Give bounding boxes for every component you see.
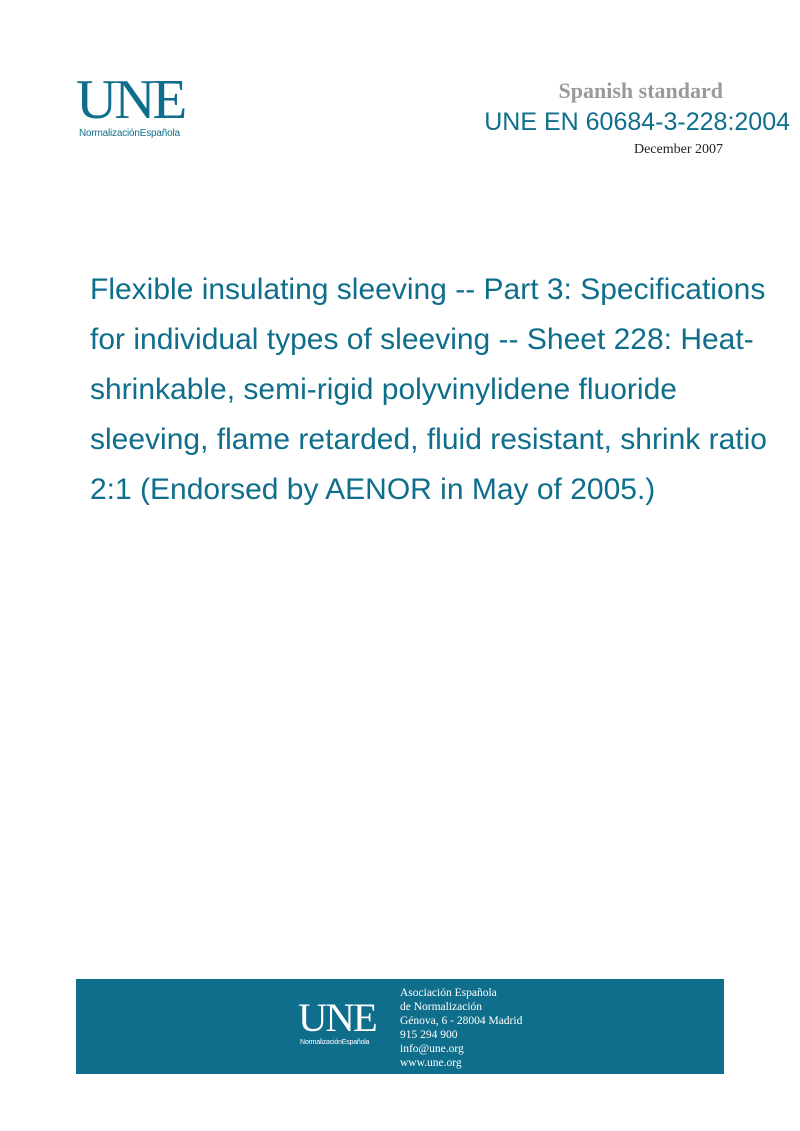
une-logo [76, 69, 196, 139]
document-title: Flexible insulating sleeving -- Part 3: Specifications for individual types of sleeving -- Sheet 228: Heat-shrinkable, semi-rigid polyvinylidene fluoride sleeving, flame retarded, fluid resistant, shrink ratio 2:1 (Endorsed by AENOR in May of 2005.) [90, 273, 767, 506]
email-address: info@une.org [400, 1043, 464, 1055]
phone-number: 915 294 900 [400, 1029, 458, 1041]
footer-address [400, 986, 522, 1070]
logo-wordmark: UNE [298, 995, 376, 1040]
address-line: Génova, 6 - 28004 Madrid [400, 1015, 523, 1027]
website-url: www.une.org [400, 1057, 462, 1069]
logo-tagline: NormalizaciónEspañola [300, 1039, 370, 1046]
standard-code: UNE EN 60684-3-228:2004 [484, 108, 790, 136]
standard-type: Spanish standard [558, 78, 723, 103]
address-line: de Normalización [400, 1001, 483, 1013]
une-logo-footer [298, 995, 376, 1046]
logo-wordmark: UNE [76, 69, 185, 131]
address-line: Asociación Española [400, 987, 497, 999]
logo-tagline: NormalizaciónEspañola [79, 128, 180, 139]
footer-band [76, 979, 724, 1074]
publication-date: December 2007 [633, 142, 723, 157]
